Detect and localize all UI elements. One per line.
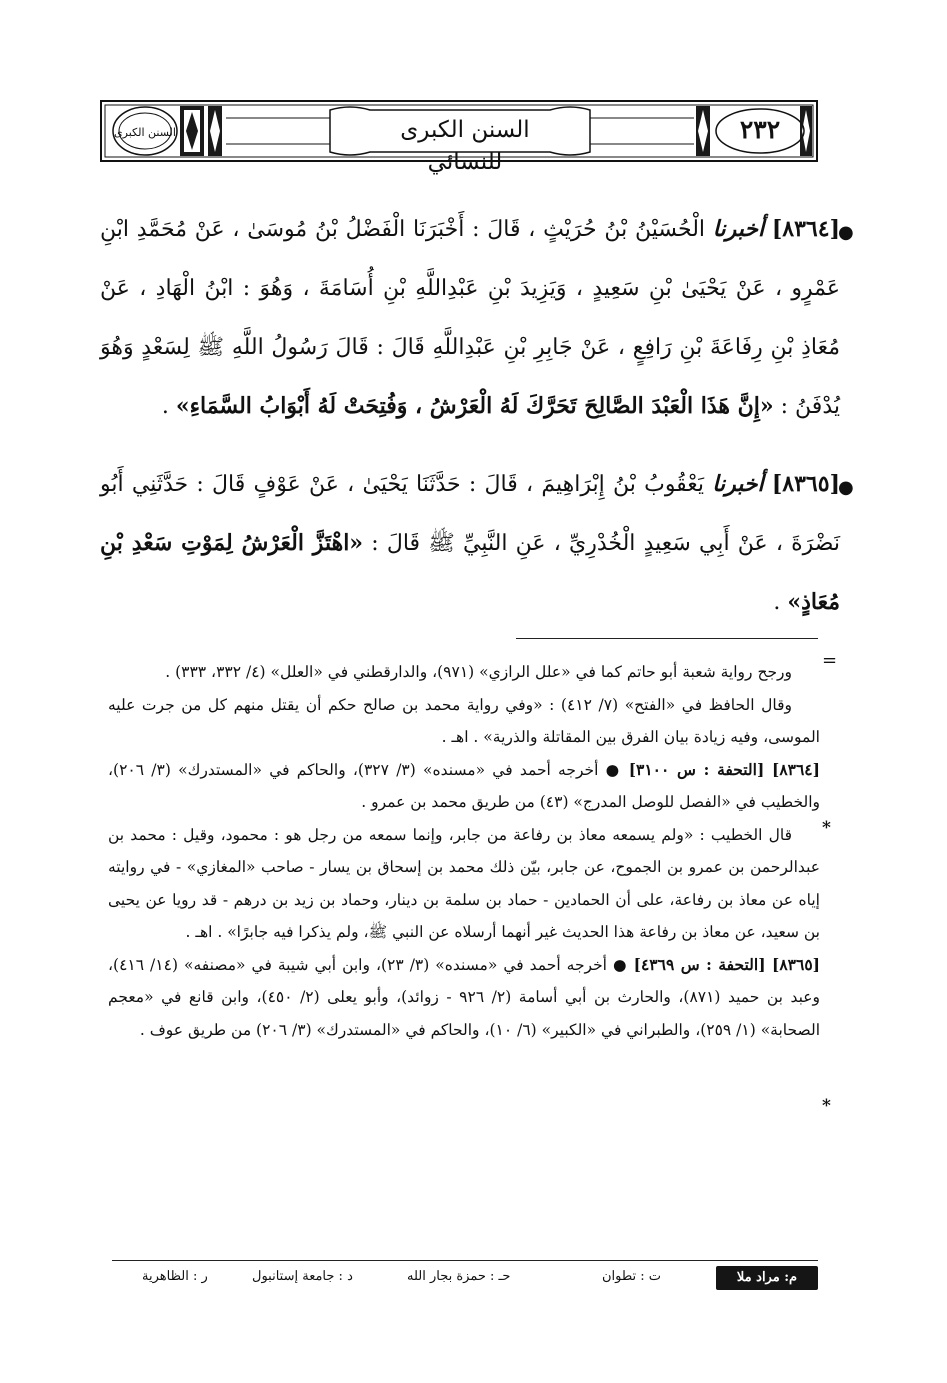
star-icon: *: [822, 1096, 831, 1116]
hadith-number: [٨٣٦٥]: [771, 471, 840, 497]
bullet-icon: ●: [838, 477, 854, 498]
hadith-number: [٨٣٦٤]: [771, 216, 840, 242]
note-body: ● أخرجه أحمد في «مسنده» (٣/ ٢٣)، وابن أبي شيبة في «مصنفه» (١٤/ ٤١٦)، وعبد بن حميد (٨٧١)، والحارث بن أبي أسامة (٢/ ٩٢٦ - زوائد)، وأبو يعلى (٢/ ٤٥٠)، وابن قانع في «معجم الصحابة» (١/ ٢٥٩)، والطبراني في «الكبير» (٦/ ١٠)، والحاكم في «المستدرك» (٣/ ٢٠٦) من طريق عوف .: [108, 955, 820, 1039]
note-quote: قال الخطيب : «ولم يسمعه معاذ بن رفاعة من جابر، وإنما سمعه من رجل هو : محمود، وقيل : محمد بن عبدالرحمن بن عمرو بن الجموح، عن جابر، بيّن ذلك محمد بن إسحاق بن يسار - صاحب «المغازي» - في روايته إياه عن معاذ بن رفاعة، على أن الحمادين - حماد بن سلمة بن دينار، وحماد بن زيد بن درهم - قد رويا عن يحيى بن سعيد، عن معاذ بن رفاعة هذا الحديث غير أنهما أرسلاه عن النبي ﷺ، ولم يذكرا فيه جابرًا» . اهـ .: [108, 825, 820, 941]
footer-rule: [112, 1260, 818, 1261]
sigla-badge: م: مراد ملا: [716, 1266, 818, 1290]
hadith-8364: [100, 200, 840, 436]
note-head: [٨٣٦٥] [التحفة : س ٤٣٦٩]: [633, 954, 821, 974]
svg-text:السنن الكبرى: السنن الكبرى: [114, 126, 176, 139]
book-title: السنن الكبرى للنسائي: [400, 117, 530, 175]
note-body: ● أخرجه أحمد في «مسنده» (٣/ ٣٢٧)، والحاكم في «المستدرك» (٣/ ٢٠٦)، والخطيب في «الفصل للوصل المدرج» (٤٣) من طريق محمد بن عمرو .: [108, 760, 820, 811]
sigla-r: ر : الظاهرية: [142, 1269, 208, 1284]
page-number: ٢٣٢: [739, 115, 781, 144]
sigla-d: د : جامعة إستانبول: [252, 1269, 353, 1284]
note-paragraph: وقال الحافظ في «الفتح» (٧/ ٤١٢) : «وفي رواية محمد بن صالح حكم أن يقتل منهم كل من جرت عليه الموسى، وفيه زيادة بيان الفرق بين المقاتلة والذرية» . اهـ .: [108, 695, 820, 746]
note-8365: [108, 949, 820, 1047]
hadith-end: .: [773, 590, 788, 615]
hadith-8365: [100, 455, 840, 632]
note-8364: [108, 754, 820, 819]
hadith-isnad: الْحُسَيْنُ بْنُ حُرَيْثٍ ، قَالَ : أَخْبَرَنَا الْفَضْلُ بْنُ مُوسَىٰ ، عَنْ مُحَمَّدِ ابْنِ عَمْرٍو ، عَنْ يَحْيَىٰ بْنِ سَعِيدٍ ، وَيَزِيدَ بْنِ عَبْدِاللَّهِ بْنِ أُسَامَةَ ، وَهُوَ : ابْنُ الْهَادِ ، عَنْ مُعَاذِ بْنِ رِفَاعَةَ بْنِ رَافِعٍ ، عَنْ جَابِرِ بْنِ عَبْدِاللَّهِ قَالَ : قَالَ رَسُولُ اللَّهِ ﷺ لِسَعْدٍ وَهُوَ يُدْفَنُ :: [100, 217, 840, 419]
hadith-matn: «إِنَّ هَذَا الْعَبْدَ الصَّالِحَ تَحَرَّكَ لَهُ الْعَرْشُ ، وَفُتِحَتْ لَهُ أَبْوَابُ السَّمَاءِ»: [175, 393, 774, 419]
bullet-icon: ●: [838, 222, 854, 243]
continuation-mark: =: [822, 650, 838, 671]
note-paragraph: ورجح رواية شعبة أبو حاتم كما في «علل الرازي» (٩٧١)، والدارقطني في «العلل» (٤/ ٣٣٢، ٣٣٣) .: [165, 663, 792, 681]
hadith-matn: «اهْتَزَّ الْعَرْشُ لِمَوْتِ سَعْدِ بْنِ مُعَاذٍ»: [100, 530, 840, 615]
sigla-t: ت : تطوان: [602, 1269, 662, 1284]
akhbarana-label: أخبرنا: [712, 471, 764, 497]
manuscript-sigla: [112, 1264, 818, 1292]
footnotes: [108, 656, 820, 1046]
hadith-end: .: [161, 394, 176, 419]
hadith-isnad: يَعْقُوبُ بْنُ إِبْرَاهِيمَ ، قَالَ : حَدَّثَنَا يَحْيَىٰ ، عَنْ عَوْفٍ قَالَ : حَدَّثَنِي أَبُو نَضْرَةَ ، عَنْ أَبِي سَعِيدٍ الْخُدْرِيِّ ، عَنِ النَّبِيِّ ﷺ قَالَ :: [100, 472, 841, 556]
page-header: [100, 100, 818, 175]
footnote-separator: [516, 638, 818, 639]
akhbarana-label: أخبرنا: [712, 216, 765, 242]
sigla-h: حـ : حمزة بجار الله: [407, 1269, 511, 1284]
note-head: [٨٣٦٤] [التحفة : س ٣١٠٠]: [628, 759, 820, 779]
star-icon: *: [822, 818, 831, 838]
